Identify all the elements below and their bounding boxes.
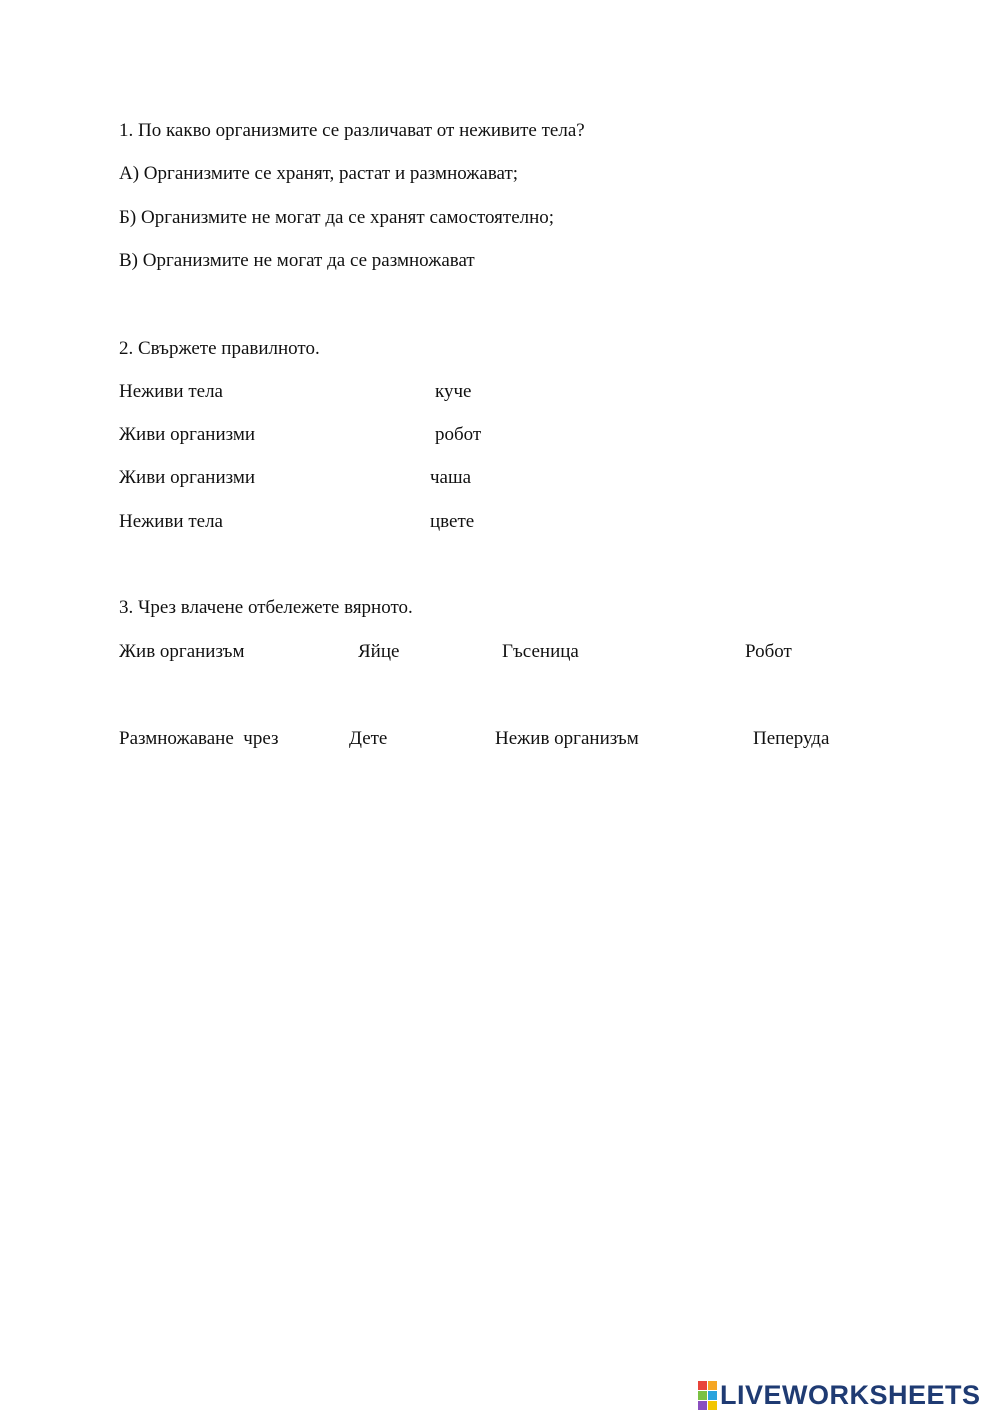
q3-drag-option[interactable]: Яйце — [358, 641, 400, 662]
q1-option-a: А) Организмите се хранят, растат и размножават; — [119, 163, 519, 184]
q2-left-item: Неживи тела — [119, 511, 223, 532]
q1-option-b: Б) Организмите не могат да се хранят самостоятелно; — [119, 207, 555, 228]
q3-row1-label: Жив организъм — [119, 641, 245, 662]
q3-drag-option[interactable]: Дете — [349, 728, 388, 749]
logo-mark-icon — [698, 1381, 717, 1410]
q2-right-item[interactable]: чаша — [430, 467, 472, 488]
question-2: 2. Свържете правилното. — [119, 338, 320, 359]
q2-left-item: Неживи тела — [119, 381, 223, 402]
logo-square — [708, 1401, 717, 1410]
logo-square — [708, 1391, 717, 1400]
logo-square — [698, 1381, 707, 1390]
q3-drag-option[interactable]: Гъсеница — [502, 641, 579, 662]
q2-right-item[interactable]: цвете — [430, 511, 475, 532]
question-1: 1. По какво организмите се различават от неживите тела? — [119, 120, 585, 141]
q2-left-item: Живи организми — [119, 467, 256, 488]
logo-square — [708, 1381, 717, 1390]
logo-square — [698, 1391, 707, 1400]
liveworksheets-logo — [698, 1380, 981, 1410]
logo-square — [698, 1401, 707, 1410]
q3-drag-option[interactable]: Нежив организъм — [495, 728, 639, 749]
q3-drag-option[interactable]: Робот — [745, 641, 792, 662]
q3-row2-label: Размножаване чрез — [119, 728, 279, 749]
q2-right-item[interactable]: куче — [435, 381, 472, 402]
question-3: 3. Чрез влачене отбележете вярното. — [119, 597, 413, 618]
q2-left-item: Живи организми — [119, 424, 256, 445]
q2-right-item[interactable]: робот — [435, 424, 482, 445]
q3-drag-option[interactable]: Пеперуда — [753, 728, 830, 749]
q1-option-c: В) Организмите не могат да се размножават — [119, 250, 475, 271]
logo-text: LIVEWORKSHEETS — [720, 1379, 981, 1410]
